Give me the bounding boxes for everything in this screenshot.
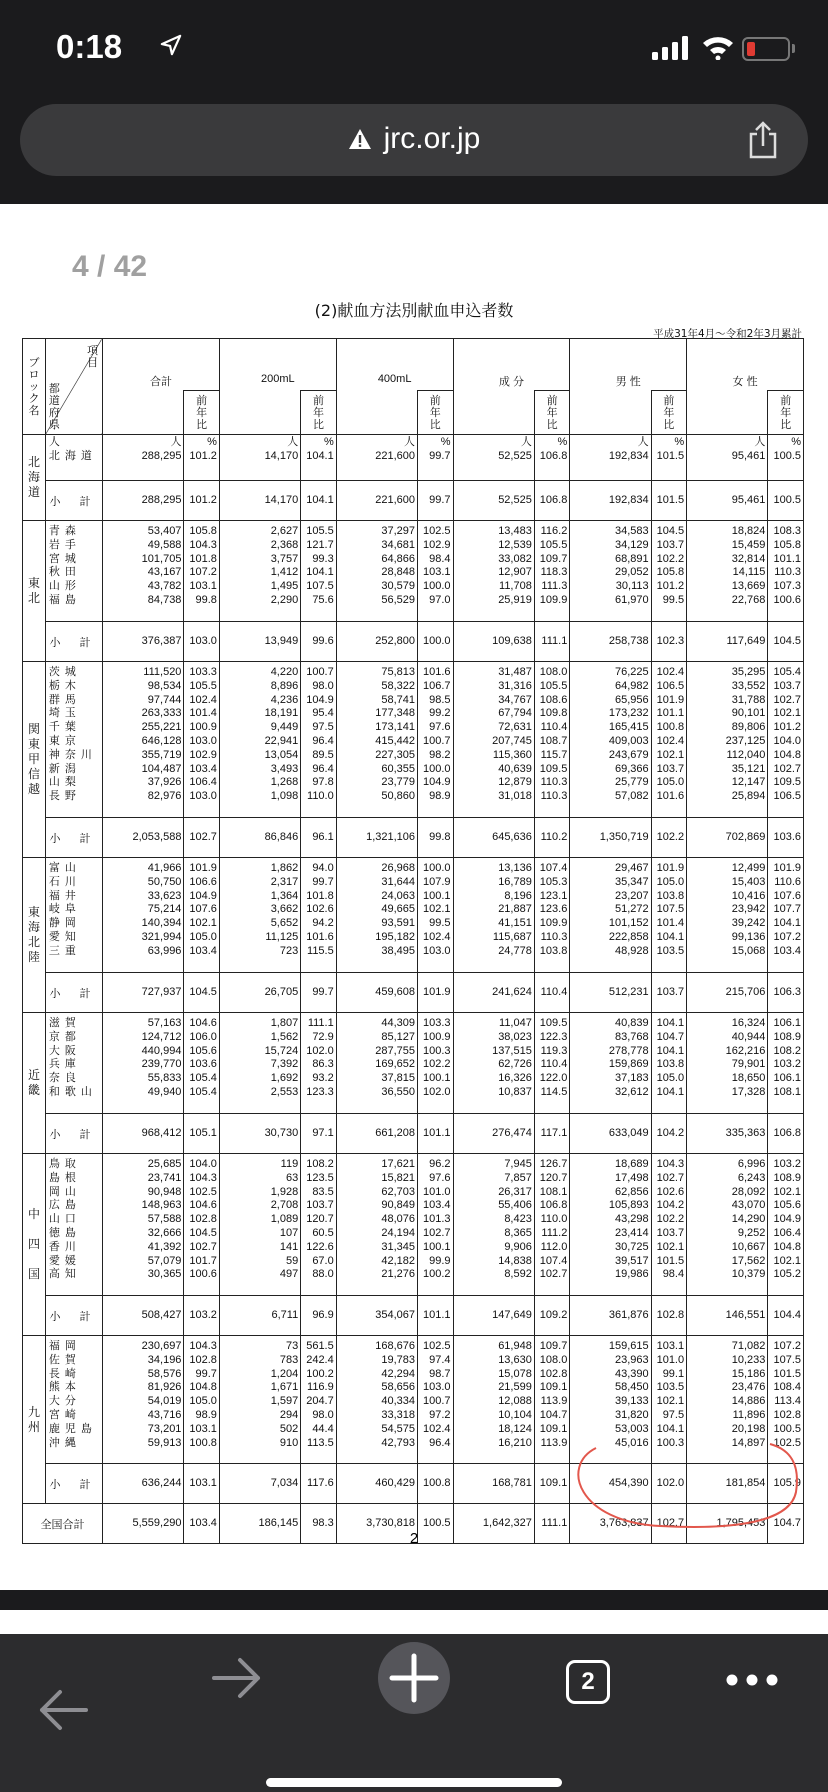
count-cell: 12,499 15,403 10,416 23,942 39,242 99,136 15,068 xyxy=(687,858,768,973)
count-cell: 61,948 13,630 15,078 21,599 12,088 10,104 18,124 16,210 xyxy=(453,1336,534,1464)
count-cell: 25,685 23,741 90,948 148,963 57,588 32,666 41,392 57,079 30,365 xyxy=(103,1154,184,1296)
pdf-page[interactable] xyxy=(0,204,828,1590)
ratio-cell: % 106.8 xyxy=(534,435,569,481)
grand-total-ratio: 98.3 xyxy=(301,1504,337,1544)
ratio-cell: 105.4 103.7 102.7 102.1 101.2 104.0 104.8 102.7 109.5 106.5 xyxy=(768,662,804,818)
grand-total-ratio: 104.7 xyxy=(768,1504,804,1544)
block-name: 北 海 道 xyxy=(23,435,46,521)
subtotal-count: 276,474 xyxy=(453,1114,534,1154)
block-name: 中 四 国 xyxy=(23,1154,46,1336)
subtotal-ratio: 110.2 xyxy=(534,818,569,858)
table-body xyxy=(23,435,804,1544)
subtotal-ratio: 103.6 xyxy=(768,818,804,858)
count-cell: 18,689 17,498 62,856 105,893 43,298 23,414 30,725 39,517 19,986 xyxy=(570,1154,651,1296)
prefecture-list: 滋賀 京都 大阪 兵庫 奈良 和歌山 xyxy=(45,1013,102,1114)
prefecture-list: 人 北海道 xyxy=(45,435,102,481)
block-row xyxy=(23,662,804,818)
back-arrow-icon[interactable] xyxy=(36,1666,90,1766)
count-cell: 18,824 15,459 32,814 14,115 13,669 22,768 xyxy=(687,521,768,622)
warning-icon xyxy=(348,128,372,150)
subtotal-ratio: 104.1 xyxy=(301,481,337,521)
count-cell: 71,082 10,233 15,186 23,476 14,886 11,896 20,198 14,897 xyxy=(687,1336,768,1464)
subtotal-count: 727,937 xyxy=(103,973,184,1013)
subtotal-ratio: 101.1 xyxy=(418,1114,454,1154)
count-cell: 76,225 64,982 65,956 173,232 165,415 409,003 243,679 69,366 25,779 57,082 xyxy=(570,662,651,818)
count-cell: 1,807 1,562 15,724 7,392 1,692 2,553 xyxy=(219,1013,300,1114)
ratio-cell: 116.2 105.5 109.7 118.3 111.3 109.9 xyxy=(534,521,569,622)
subtotal-ratio: 102.2 xyxy=(651,818,686,858)
prefecture-list: 鳥取 島根 岡山 広島 山口 徳島 香川 愛媛 高知 xyxy=(45,1154,102,1296)
count-cell: 6,996 6,243 28,092 43,070 14,290 9,252 10,667 17,562 10,379 xyxy=(687,1154,768,1296)
ratio-cell: 104.1 104.7 104.1 103.8 105.0 104.1 xyxy=(651,1013,686,1114)
grand-total-ratio: 102.7 xyxy=(651,1504,686,1544)
subtotal-count: 13,949 xyxy=(219,622,300,662)
ratio-cell: 104.0 104.3 102.5 104.6 102.8 104.5 102.7 101.7 100.6 xyxy=(184,1154,219,1296)
count-cell: 26,968 31,644 24,063 49,665 93,591 195,182 38,495 xyxy=(336,858,417,973)
subtotal-count: 636,244 xyxy=(103,1464,184,1504)
share-icon[interactable] xyxy=(746,120,780,160)
subtotal-count: 288,295 xyxy=(103,481,184,521)
count-cell: 人 288,295 xyxy=(103,435,184,481)
ratio-cell: % 104.1 xyxy=(301,435,337,481)
grand-total-label: 全国合計 xyxy=(23,1504,103,1544)
ratio-cell: 101.6 106.7 98.5 99.2 97.6 100.7 98.2 100.0 104.9 98.9 xyxy=(418,662,454,818)
header-total: 合計 xyxy=(103,339,220,391)
more-options-icon[interactable] xyxy=(722,1634,782,1724)
ratio-cell: 101.9 110.6 107.6 107.7 104.1 107.2 103.4 xyxy=(768,858,804,973)
count-cell: 29,467 35,347 23,207 51,272 101,152 222,858 48,928 xyxy=(570,858,651,973)
subtotal-label: 小 計 xyxy=(45,481,102,521)
header-ratio: 前 年 比 xyxy=(184,391,219,435)
subtotal-ratio: 110.4 xyxy=(534,973,569,1013)
block-name: 東 北 xyxy=(23,521,46,662)
count-cell: 16,324 40,944 162,216 79,901 18,650 17,328 xyxy=(687,1013,768,1114)
subtotal-row xyxy=(23,1296,804,1336)
subtotal-row xyxy=(23,818,804,858)
battery-icon xyxy=(742,37,790,61)
ratio-cell: 105.5 121.7 99.3 104.1 107.5 75.6 xyxy=(301,521,337,622)
grand-total-ratio: 111.1 xyxy=(534,1504,569,1544)
grand-total-count: 1,795,453 xyxy=(687,1504,768,1544)
subtotal-count: 454,390 xyxy=(570,1464,651,1504)
subtotal-label: 小 計 xyxy=(45,1296,102,1336)
prefecture-list: 茨城 栃木 群馬 埼玉 千葉 東京 神奈川 新潟 山梨 長野 xyxy=(45,662,102,818)
prefecture-list: 青森 岩手 宮城 秋田 山形 福島 xyxy=(45,521,102,622)
subtotal-label: 小 計 xyxy=(45,1114,102,1154)
clock: 0:18 xyxy=(56,28,123,65)
grand-total-count: 5,559,290 xyxy=(103,1504,184,1544)
subtotal-count: 26,705 xyxy=(219,973,300,1013)
subtotal-count: 459,608 xyxy=(336,973,417,1013)
count-cell: 73 783 1,204 1,671 1,597 294 502 910 xyxy=(219,1336,300,1464)
count-cell: 人 192,834 xyxy=(570,435,651,481)
subtotal-ratio: 101.9 xyxy=(418,973,454,1013)
subtotal-count: 7,034 xyxy=(219,1464,300,1504)
count-cell: 1,862 2,317 1,364 3,662 5,652 11,125 723 xyxy=(219,858,300,973)
subtotal-count: 14,170 xyxy=(219,481,300,521)
subtotal-ratio: 105.9 xyxy=(768,1464,804,1504)
period-label: 平成31年4月～令和2年3月累計 xyxy=(653,328,802,340)
subtotal-count: 30,730 xyxy=(219,1114,300,1154)
subtotal-row xyxy=(23,1464,804,1504)
subtotal-ratio: 109.2 xyxy=(534,1296,569,1336)
home-indicator xyxy=(266,1778,562,1787)
subtotal-ratio: 99.7 xyxy=(418,481,454,521)
header-200ml: 200mL xyxy=(219,339,336,391)
subtotal-ratio: 104.2 xyxy=(651,1114,686,1154)
subtotal-count: 146,551 xyxy=(687,1296,768,1336)
ratio-cell: 126.7 120.7 108.1 106.8 110.0 111.2 112.0 107.4 102.7 xyxy=(534,1154,569,1296)
subtotal-ratio: 104.5 xyxy=(184,973,219,1013)
subtotal-ratio: 102.0 xyxy=(651,1464,686,1504)
donation-table xyxy=(22,338,804,1544)
grand-total-count: 3,763,837 xyxy=(570,1504,651,1544)
subtotal-count: 376,387 xyxy=(103,622,184,662)
new-tab-plus-icon[interactable] xyxy=(376,1634,452,1724)
header-female: 女 性 xyxy=(687,339,804,391)
ratio-cell: 106.1 108.9 108.2 103.2 106.1 108.1 xyxy=(768,1013,804,1114)
ratio-cell: 103.2 108.9 102.1 105.6 104.9 106.4 104.8 102.1 105.2 xyxy=(768,1154,804,1296)
block-name: 関 東 甲 信 越 xyxy=(23,662,46,858)
count-cell: 人 52,525 xyxy=(453,435,534,481)
ratio-cell: 104.3 102.8 99.7 104.8 105.0 98.9 103.1 100.8 xyxy=(184,1336,219,1464)
status-bar xyxy=(0,0,828,92)
subtotal-ratio: 117.1 xyxy=(534,1114,569,1154)
document-title: (2)献血方法別献血申込者数 xyxy=(314,301,514,320)
subtotal-label: 小 計 xyxy=(45,973,102,1013)
subtotal-count: 361,876 xyxy=(570,1296,651,1336)
ratio-cell: % 101.2 xyxy=(184,435,219,481)
count-cell: 人 221,600 xyxy=(336,435,417,481)
subtotal-count: 633,049 xyxy=(570,1114,651,1154)
header-male: 男 性 xyxy=(570,339,687,391)
header-block: ブ ロ ッ ク 名 xyxy=(23,339,46,435)
subtotal-label: 小 計 xyxy=(45,622,102,662)
ratio-cell: % 99.7 xyxy=(418,435,454,481)
cellular-signal-icon xyxy=(652,36,690,60)
subtotal-ratio: 103.2 xyxy=(184,1296,219,1336)
subtotal-count: 508,427 xyxy=(103,1296,184,1336)
ratio-cell: % 101.5 xyxy=(651,435,686,481)
header-ratio: 前 年 比 xyxy=(301,391,337,435)
address-bar[interactable] xyxy=(20,104,808,176)
ratio-cell: 107.2 107.5 101.5 108.4 113.4 102.8 100.5 102.5 xyxy=(768,1336,804,1464)
page-counter: 4 / 42 xyxy=(72,250,148,283)
count-cell: 4,220 8,896 4,236 18,191 9,449 22,941 13,054 3,493 1,268 1,098 xyxy=(219,662,300,818)
ratio-cell: 104.6 106.0 105.6 103.6 105.4 105.4 xyxy=(184,1013,219,1114)
subtotal-row xyxy=(23,973,804,1013)
count-cell: 53,407 49,588 101,705 43,167 43,782 84,738 xyxy=(103,521,184,622)
block-row xyxy=(23,435,804,481)
subtotal-ratio: 101.5 xyxy=(651,481,686,521)
block-row xyxy=(23,521,804,622)
prefecture-list: 富山 石川 福井 岐阜 静岡 愛知 三重 xyxy=(45,858,102,973)
next-page-edge xyxy=(0,1610,828,1634)
tab-count: 2 xyxy=(581,1668,595,1695)
count-cell: 168,676 19,783 42,294 58,656 40,334 33,318 54,575 42,793 xyxy=(336,1336,417,1464)
subtotal-count: 252,800 xyxy=(336,622,417,662)
ratio-cell: 105.8 104.3 101.8 107.2 103.1 99.8 xyxy=(184,521,219,622)
count-cell: 37,297 34,681 64,866 28,848 30,579 56,529 xyxy=(336,521,417,622)
forward-arrow-icon[interactable] xyxy=(210,1634,264,1734)
count-cell: 13,483 12,539 33,082 12,907 11,708 25,919 xyxy=(453,521,534,622)
header-ratio: 前 年 比 xyxy=(418,391,454,435)
header-ratio: 前 年 比 xyxy=(768,391,804,435)
block-row xyxy=(23,1336,804,1464)
ratio-cell: 100.7 98.0 104.9 95.4 97.5 96.4 89.5 96.4 97.8 110.0 xyxy=(301,662,337,818)
subtotal-label: 小 計 xyxy=(45,818,102,858)
subtotal-row xyxy=(23,481,804,521)
subtotal-row xyxy=(23,1114,804,1154)
subtotal-count: 258,738 xyxy=(570,622,651,662)
subtotal-count: 192,834 xyxy=(570,481,651,521)
subtotal-count: 661,208 xyxy=(336,1114,417,1154)
count-cell: 人 95,461 xyxy=(687,435,768,481)
subtotal-ratio: 106.3 xyxy=(768,973,804,1013)
subtotal-ratio: 103.1 xyxy=(184,1464,219,1504)
subtotal-count: 968,412 xyxy=(103,1114,184,1154)
count-cell: 41,966 50,750 33,623 75,214 140,394 321,994 63,996 xyxy=(103,858,184,973)
subtotal-count: 86,846 xyxy=(219,818,300,858)
ratio-cell: 102.4 106.5 101.9 101.1 100.8 102.4 102.1 103.7 105.0 101.6 xyxy=(651,662,686,818)
browser-toolbar xyxy=(0,1634,828,1792)
subtotal-ratio: 117.6 xyxy=(301,1464,337,1504)
subtotal-ratio: 100.0 xyxy=(418,622,454,662)
ratio-cell: 103.3 100.9 100.3 102.2 100.1 102.0 xyxy=(418,1013,454,1114)
ratio-cell: 103.1 101.0 99.1 103.5 102.1 97.5 104.1 100.3 xyxy=(651,1336,686,1464)
count-cell: 111,520 98,534 97,744 263,333 255,221 646,128 355,719 104,487 37,926 82,976 xyxy=(103,662,184,818)
subtotal-count: 512,231 xyxy=(570,973,651,1013)
subtotal-ratio: 106.8 xyxy=(534,481,569,521)
tab-switcher-button[interactable] xyxy=(566,1660,610,1704)
subtotal-count: 117,649 xyxy=(687,622,768,662)
ratio-cell: 108.3 105.8 101.1 110.3 107.3 100.6 xyxy=(768,521,804,622)
ratio-cell: 109.5 122.3 119.3 110.4 122.0 114.5 xyxy=(534,1013,569,1114)
count-cell: 11,047 38,023 137,515 62,726 16,326 10,837 xyxy=(453,1013,534,1114)
subtotal-ratio: 99.7 xyxy=(301,973,337,1013)
subtotal-ratio: 102.7 xyxy=(184,818,219,858)
subtotal-count: 181,854 xyxy=(687,1464,768,1504)
ratio-cell: 104.3 102.7 102.6 104.2 102.2 103.7 102.1 101.5 98.4 xyxy=(651,1154,686,1296)
ratio-cell: 107.4 105.3 123.1 123.6 109.9 110.3 103.8 xyxy=(534,858,569,973)
header-item-pref: 項 目 都 道 府 県 xyxy=(45,339,102,435)
subtotal-count: 241,624 xyxy=(453,973,534,1013)
subtotal-ratio: 103.0 xyxy=(184,622,219,662)
subtotal-count: 221,600 xyxy=(336,481,417,521)
subtotal-ratio: 100.8 xyxy=(418,1464,454,1504)
subtotal-count: 335,363 xyxy=(687,1114,768,1154)
ratio-cell: 94.0 99.7 101.8 102.6 94.2 101.6 115.5 xyxy=(301,858,337,973)
subtotal-ratio: 100.5 xyxy=(768,481,804,521)
grand-total-count: 1,642,327 xyxy=(453,1504,534,1544)
ratio-cell: 561.5 242.4 100.2 116.9 204.7 98.0 44.4 113.5 xyxy=(301,1336,337,1464)
wifi-icon xyxy=(702,34,734,60)
ratio-cell: 104.5 103.7 102.2 105.8 101.2 99.5 xyxy=(651,521,686,622)
ratio-cell: 102.5 97.4 98.7 103.0 100.7 97.2 102.4 96.4 xyxy=(418,1336,454,1464)
grand-total-count: 3,730,818 xyxy=(336,1504,417,1544)
subtotal-ratio: 104.5 xyxy=(768,622,804,662)
ratio-cell: 111.1 72.9 102.0 86.3 93.2 123.3 xyxy=(301,1013,337,1114)
subtotal-count: 702,869 xyxy=(687,818,768,858)
subtotal-ratio: 106.8 xyxy=(768,1114,804,1154)
ratio-cell: 101.9 105.0 103.8 107.5 101.4 104.1 103.5 xyxy=(651,858,686,973)
subtotal-ratio: 96.1 xyxy=(301,818,337,858)
prefecture-list: 福岡 佐賀 長崎 熊本 大分 宮崎 鹿児島 沖縄 xyxy=(45,1336,102,1464)
subtotal-count: 1,321,106 xyxy=(336,818,417,858)
count-cell: 230,697 34,196 58,576 81,926 54,019 43,716 73,201 59,913 xyxy=(103,1336,184,1464)
subtotal-ratio: 99.6 xyxy=(301,622,337,662)
subtotal-ratio: 97.1 xyxy=(301,1114,337,1154)
header-ratio: 前 年 比 xyxy=(651,391,686,435)
subtotal-row xyxy=(23,622,804,662)
page-number: 2 xyxy=(409,1530,419,1547)
ratio-cell: 96.2 97.6 101.0 103.4 101.3 102.7 100.1 99.9 100.2 xyxy=(418,1154,454,1296)
subtotal-ratio: 102.3 xyxy=(651,622,686,662)
header-component: 成 分 xyxy=(453,339,570,391)
ratio-cell: 102.5 102.9 98.4 103.1 100.0 97.0 xyxy=(418,521,454,622)
subtotal-ratio: 102.8 xyxy=(651,1296,686,1336)
ratio-cell: % 100.5 xyxy=(768,435,804,481)
count-cell: 159,615 23,963 43,390 58,450 39,133 31,820 53,003 45,016 xyxy=(570,1336,651,1464)
subtotal-count: 95,461 xyxy=(687,481,768,521)
block-name: 東 海 北 陸 xyxy=(23,858,46,1013)
grand-total-ratio: 103.4 xyxy=(184,1504,219,1544)
subtotal-count: 147,649 xyxy=(453,1296,534,1336)
subtotal-count: 354,067 xyxy=(336,1296,417,1336)
count-cell: 2,627 2,368 3,757 1,412 1,495 2,290 xyxy=(219,521,300,622)
block-row xyxy=(23,1013,804,1114)
count-cell: 人 14,170 xyxy=(219,435,300,481)
count-cell: 7,945 7,857 26,317 55,406 8,423 8,365 9,906 14,838 8,592 xyxy=(453,1154,534,1296)
location-arrow-icon xyxy=(160,34,182,56)
count-cell: 44,309 85,127 287,755 169,652 37,815 36,550 xyxy=(336,1013,417,1114)
subtotal-count: 215,706 xyxy=(687,973,768,1013)
grand-total-count: 186,145 xyxy=(219,1504,300,1544)
subtotal-count: 2,053,588 xyxy=(103,818,184,858)
count-cell: 17,621 15,821 62,703 90,849 48,076 24,194 31,345 42,182 21,276 xyxy=(336,1154,417,1296)
subtotal-count: 52,525 xyxy=(453,481,534,521)
subtotal-count: 1,350,719 xyxy=(570,818,651,858)
count-cell: 34,583 34,129 68,891 29,052 30,113 61,970 xyxy=(570,521,651,622)
subtotal-count: 645,636 xyxy=(453,818,534,858)
subtotal-ratio: 99.8 xyxy=(418,818,454,858)
subtotal-label: 小 計 xyxy=(45,1464,102,1504)
subtotal-ratio: 101.2 xyxy=(184,481,219,521)
grand-total-ratio: 100.5 xyxy=(418,1504,454,1544)
block-row xyxy=(23,1154,804,1296)
subtotal-count: 6,711 xyxy=(219,1296,300,1336)
count-cell: 75,813 58,322 58,741 177,348 173,141 415,442 227,305 60,355 23,779 50,860 xyxy=(336,662,417,818)
subtotal-ratio: 104.4 xyxy=(768,1296,804,1336)
subtotal-count: 168,781 xyxy=(453,1464,534,1504)
count-cell: 31,487 31,316 34,767 67,794 72,631 207,745 115,360 40,639 12,879 31,018 xyxy=(453,662,534,818)
ratio-cell: 100.0 107.9 100.1 102.1 99.5 102.4 103.0 xyxy=(418,858,454,973)
subtotal-count: 460,429 xyxy=(336,1464,417,1504)
subtotal-count: 109,638 xyxy=(453,622,534,662)
url-text: jrc.or.jp xyxy=(383,122,481,155)
subtotal-ratio: 105.1 xyxy=(184,1114,219,1154)
subtotal-ratio: 111.1 xyxy=(534,622,569,662)
ratio-cell: 108.2 123.5 83.5 103.7 120.7 60.5 122.6 67.0 88.0 xyxy=(301,1154,337,1296)
ratio-cell: 101.9 106.6 104.9 107.6 102.1 105.0 103.4 xyxy=(184,858,219,973)
subtotal-ratio: 103.7 xyxy=(651,973,686,1013)
subtotal-ratio: 96.9 xyxy=(301,1296,337,1336)
block-name: 九 州 xyxy=(23,1336,46,1504)
count-cell: 57,163 124,712 440,994 239,770 55,833 49,940 xyxy=(103,1013,184,1114)
ratio-cell: 108.0 105.5 108.6 109.8 110.4 108.7 115.7 109.5 110.3 110.3 xyxy=(534,662,569,818)
subtotal-ratio: 101.1 xyxy=(418,1296,454,1336)
ratio-cell: 103.3 105.5 102.4 101.4 100.9 103.0 102.9 103.4 106.4 103.0 xyxy=(184,662,219,818)
header-400ml: 400mL xyxy=(336,339,453,391)
count-cell: 35,295 33,552 31,788 90,101 89,806 237,125 112,040 35,121 12,147 25,894 xyxy=(687,662,768,818)
ratio-cell: 109.7 108.0 102.8 109.1 113.9 104.7 109.1 113.9 xyxy=(534,1336,569,1464)
count-cell: 13,136 16,789 8,196 21,887 41,151 115,687 24,778 xyxy=(453,858,534,973)
subtotal-ratio: 109.1 xyxy=(534,1464,569,1504)
block-name: 近 畿 xyxy=(23,1013,46,1154)
count-cell: 40,839 83,768 278,778 159,869 37,183 32,612 xyxy=(570,1013,651,1114)
count-cell: 119 63 1,928 2,708 1,089 107 141 59 497 xyxy=(219,1154,300,1296)
header-ratio: 前 年 比 xyxy=(534,391,569,435)
block-row xyxy=(23,858,804,973)
